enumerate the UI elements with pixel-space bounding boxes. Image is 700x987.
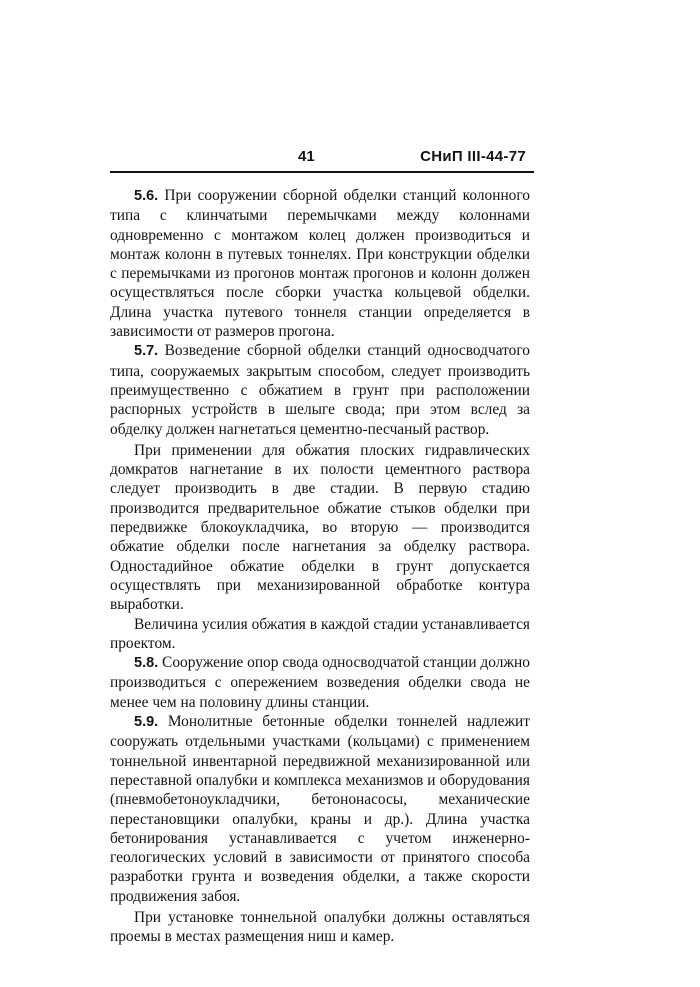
page-header [110, 146, 530, 170]
paragraph-number: 5.8. [134, 655, 159, 672]
document-code: СНиП III-44-77 [420, 148, 526, 165]
header-rule [110, 171, 534, 173]
paragraph-5-6 [110, 186, 530, 341]
paragraph-text: Сооружение опор свода односводчатой станции должно производиться с опережением возведения обделки свода не менее чем на половину длины станции. [110, 654, 530, 711]
paragraph-text: При применении для обжатия плоских гидравлических домкратов нагнетание в их полости цементного раствора следует производить в две стадии. В первую стадию производится предварительное обжатие стыков обделки при передвижке блокоукладчика, во вторую — производится обжатие обделки после нагнетания за обделку раствора. Одностадийное обжатие обделки в грунт допускается осуществлять при механизированной обработке контура выработки. [110, 441, 530, 614]
paragraph-text: При установке тоннельной опалубки должны оставляться проемы в местах размещения ниш и камер. [110, 908, 530, 946]
paragraph-5-9-part-2 [110, 908, 530, 947]
page-number: 41 [298, 148, 315, 165]
paragraph-text: Возведение сборной обделки станций односводчатого типа, сооружаемых закрытым способом, следует производить преимущественно с обжатием в грунт при расположении распорных устройств в шелыге свода; при этом вслед за обделку должен нагнетаться цементно-песчаный раствор. [110, 342, 530, 438]
paragraph-5-7-part-2 [110, 441, 530, 615]
paragraph-5-7-part-3 [110, 615, 530, 654]
paragraph-text: Величина усилия обжатия в каждой стадии устанавливается проектом. [110, 615, 530, 652]
paragraph-5-8 [110, 653, 530, 712]
paragraph-5-7 [110, 341, 530, 438]
document-body [110, 186, 530, 947]
paragraph-text: При сооружении сборной обделки станций колонного типа с клинчатыми перемычками между колоннами одновременно с монтажом колец должен производиться и монтаж колонн в путевых тоннелях. При конструкции обделки с перемычками из прогонов монтаж прогонов и колонн должен осуществляться после сборки участка кольцевой обделки. Длина участка путевого тоннеля станции определяется в зависимости от размеров прогона. [110, 187, 530, 341]
paragraph-number: 5.9. [134, 714, 159, 731]
paragraph-text: Монолитные бетонные обделки тоннелей надлежит сооружать отдельными участками (кольцами) с применением тоннельной инвентарной передвижной механизированной или переставной опалубки и комплекса механизмов и оборудования (пневмобетоноукладчики, бетононасосы, механические перестановщики опалубки, краны и др.). Длина участка бетонирования устанавливается с учетом инженерно-геологических условий в зависимости от принятого способа разработки грунта и возведения обделки, а также скорости продвижения забоя. [110, 713, 530, 905]
paragraph-number: 5.7. [134, 343, 159, 360]
paragraph-5-9 [110, 712, 530, 906]
paragraph-number: 5.6. [134, 188, 159, 204]
